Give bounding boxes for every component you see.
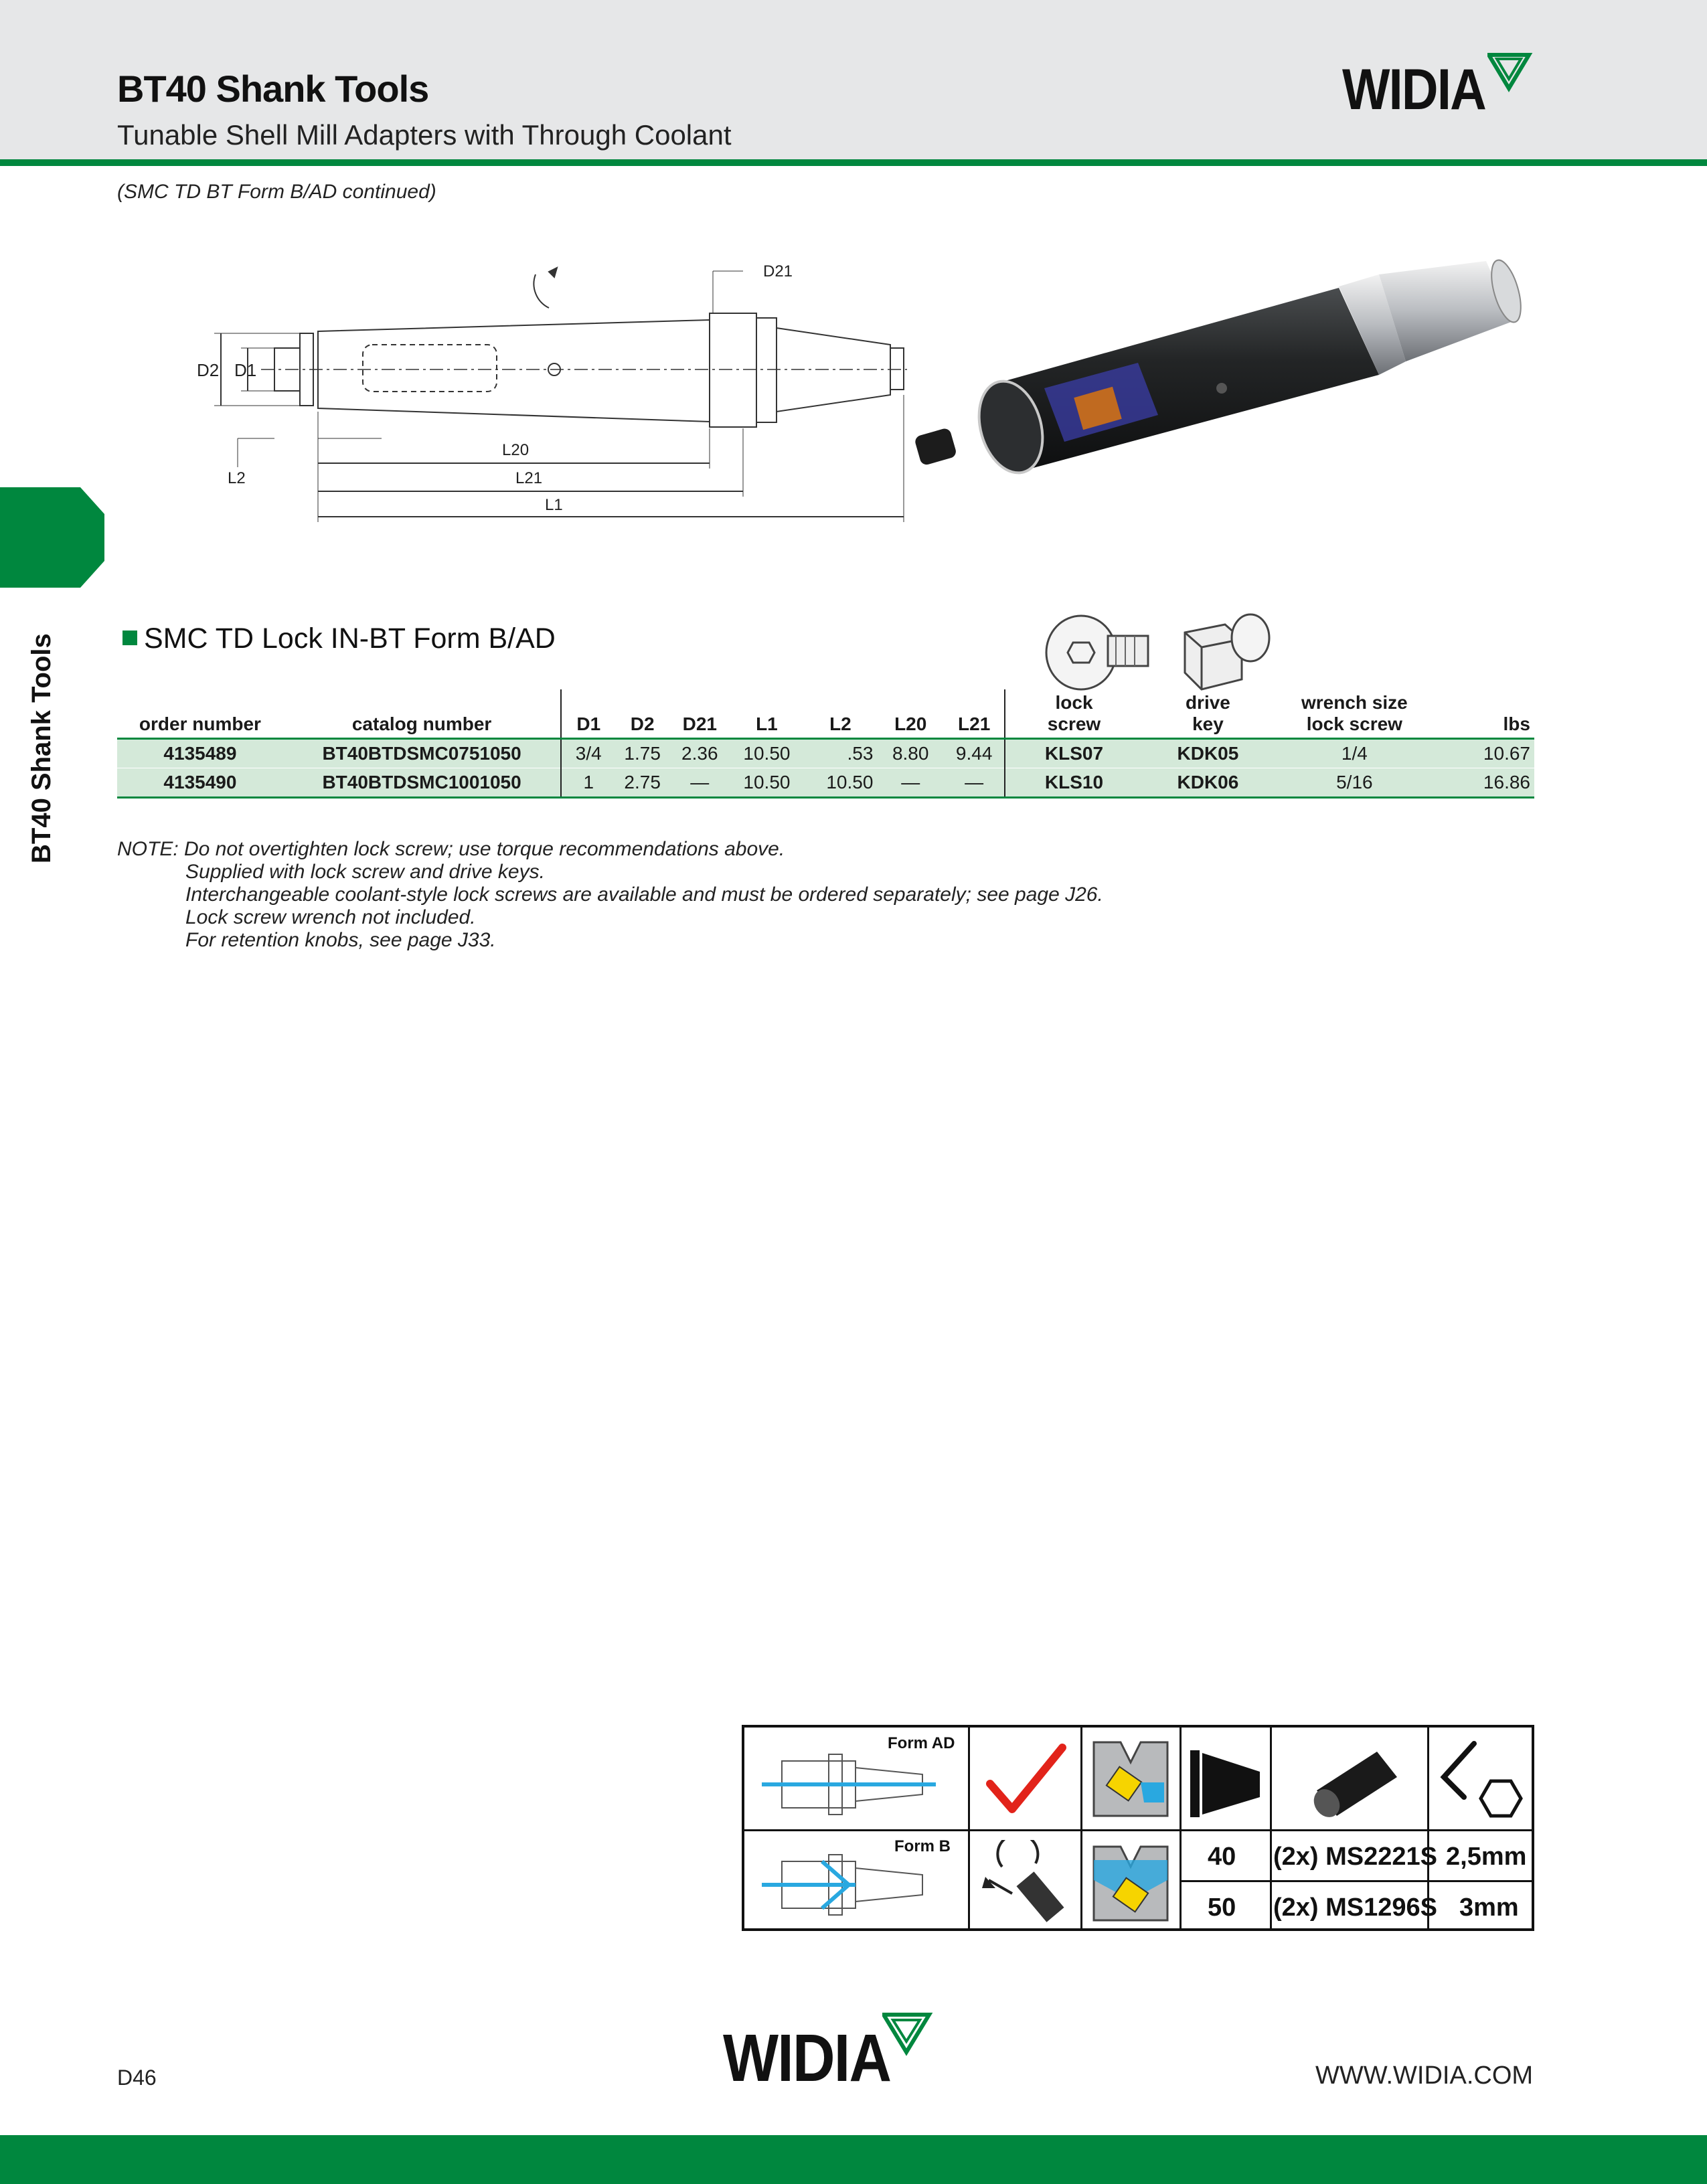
col-drive-key-line1: drive [1185,692,1230,713]
col-l2: L2 [803,689,877,739]
cell-wrench: 1/4 [1273,739,1435,768]
cell-l21: — [944,768,1005,798]
cell-lbs: 16.86 [1436,768,1534,798]
col-d2: D2 [615,689,669,739]
col-d1: D1 [561,689,615,739]
cell-wrench: 5/16 [1273,768,1435,798]
cell-l21: 9.44 [944,739,1005,768]
col-wrench-size [1273,689,1435,739]
cell-order-number: 4135489 [117,739,283,768]
col-order-number: order number [117,689,283,739]
widia-logo-footer [723,2020,890,2097]
page-subtitle: Tunable Shell Mill Adapters with Through Coolant [117,119,732,151]
cell-d2: 2.75 [615,768,669,798]
cell-lock-screw: KLS07 [1005,739,1142,768]
pocket-section-icon [1087,1840,1174,1927]
col-wrench-line1: wrench size [1301,692,1408,713]
legend-divider [1180,1880,1534,1882]
dim-label-d21: D21 [763,262,793,280]
cell-drive-key: KDK06 [1143,768,1273,798]
col-drive-key-line2: key [1192,713,1224,734]
note-line: For retention knobs, see page J33. [185,929,496,951]
note-prefix: NOTE: [117,838,179,860]
legend-screw-40: (2x) MS2221S [1273,1843,1438,1871]
legend-divider [744,1829,1532,1831]
lock-screw-icon [1041,606,1155,699]
cell-l20: 8.80 [877,739,944,768]
cell-d21: 2.36 [669,739,730,768]
dim-label-l2: L2 [228,469,246,487]
form-ad-sketch [755,1741,956,1825]
cell-d21: — [669,768,730,798]
notes-block [117,838,1103,952]
legend-size-50: 50 [1208,1894,1236,1922]
note-line [117,838,1103,861]
dim-label-l1: L1 [545,496,563,514]
cell-l2: .53 [803,739,877,768]
dim-label-d2: D2 [197,360,220,380]
table-row [117,739,1534,768]
page-title: BT40 Shank Tools [117,68,429,110]
header-rule [0,159,1707,166]
technical-drawing [187,254,924,535]
section-title: SMC TD Lock IN-BT Form B/AD [144,622,556,655]
widia-logo [1342,57,1485,123]
footer-url-link[interactable]: WWW.WIDIA.COM [1315,2062,1534,2090]
col-l20: L20 [877,689,944,739]
legend-divider [1080,1728,1082,1928]
form-ad-label: Form AD [888,1734,955,1752]
table-header-row [117,689,1534,739]
table-row [117,768,1534,798]
form-b-sketch [755,1841,956,1927]
col-lock-screw-line1: lock [1055,692,1093,713]
dim-label-l21: L21 [515,469,543,487]
page-number: D46 [117,2066,157,2090]
widia-triangle-icon [882,2012,936,2056]
note-line: Supplied with lock screw and drive keys. [185,861,545,883]
cell-d2: 1.75 [615,739,669,768]
note-line: Interchangeable coolant-style lock screws are available and must be ordered separately; see page J26. [185,884,1103,906]
section-bullet [123,631,137,645]
cell-d1: 1 [561,768,615,798]
footer-band [0,2135,1707,2184]
legend-divider [968,1728,970,1928]
cell-order-number: 4135490 [117,768,283,798]
col-lock-screw-line2: screw [1047,713,1101,734]
cell-drive-key: KDK05 [1143,739,1273,768]
set-screw-icon [1277,1737,1424,1824]
cell-l2: 10.50 [803,768,877,798]
legend-divider [1270,1728,1272,1928]
spec-table [117,689,1534,799]
col-l1: L1 [730,689,803,739]
form-b-label: Form B [894,1837,951,1855]
hex-key-icon [1434,1737,1531,1824]
rotate-screw-icon [975,1840,1076,1927]
note-text: Do not overtighten lock screw; use torque recommendations above. [184,838,785,860]
pocket-section-icon [1087,1736,1174,1823]
cell-l20: — [877,768,944,798]
legend-screw-50: (2x) MS1296S [1273,1894,1438,1922]
drive-key-icon [1178,606,1279,699]
cell-lbs: 10.67 [1436,739,1534,768]
legend-divider [1180,1728,1182,1928]
col-d21: D21 [669,689,730,739]
widia-logo-footer-text: WIDIA [723,2021,891,2096]
col-lbs: lbs [1436,689,1534,739]
col-lock-screw [1005,689,1142,739]
cell-catalog-number: BT40BTDSMC1001050 [283,768,561,798]
legend-wrench-50: 3mm [1459,1894,1519,1922]
cell-l1: 10.50 [730,768,803,798]
legend-size-40: 40 [1208,1843,1236,1871]
col-drive-key [1143,689,1273,739]
cell-l1: 10.50 [730,739,803,768]
col-wrench-line2: lock screw [1306,713,1402,734]
legend-wrench-40: 2,5mm [1446,1843,1527,1871]
cell-catalog-number: BT40BTDSMC0751050 [283,739,561,768]
note-line: Lock screw wrench not included. [185,906,476,928]
product-render-image [910,248,1546,489]
dim-label-l20: L20 [502,441,530,459]
taper-shank-icon [1186,1737,1267,1824]
continued-note: (SMC TD BT Form B/AD continued) [117,181,436,203]
dim-label-d1: D1 [234,360,257,380]
widia-triangle-icon [1487,52,1536,92]
checkmark-icon [975,1736,1076,1823]
widia-logo-text: WIDIA [1342,58,1485,122]
cell-lock-screw: KLS10 [1005,768,1142,798]
side-tab-label: BT40 Shank Tools [27,633,56,863]
side-tab-marker [0,487,104,588]
cell-d1: 3/4 [561,739,615,768]
col-catalog-number: catalog number [283,689,561,739]
col-l21: L21 [944,689,1005,739]
form-legend-box [742,1725,1534,1931]
